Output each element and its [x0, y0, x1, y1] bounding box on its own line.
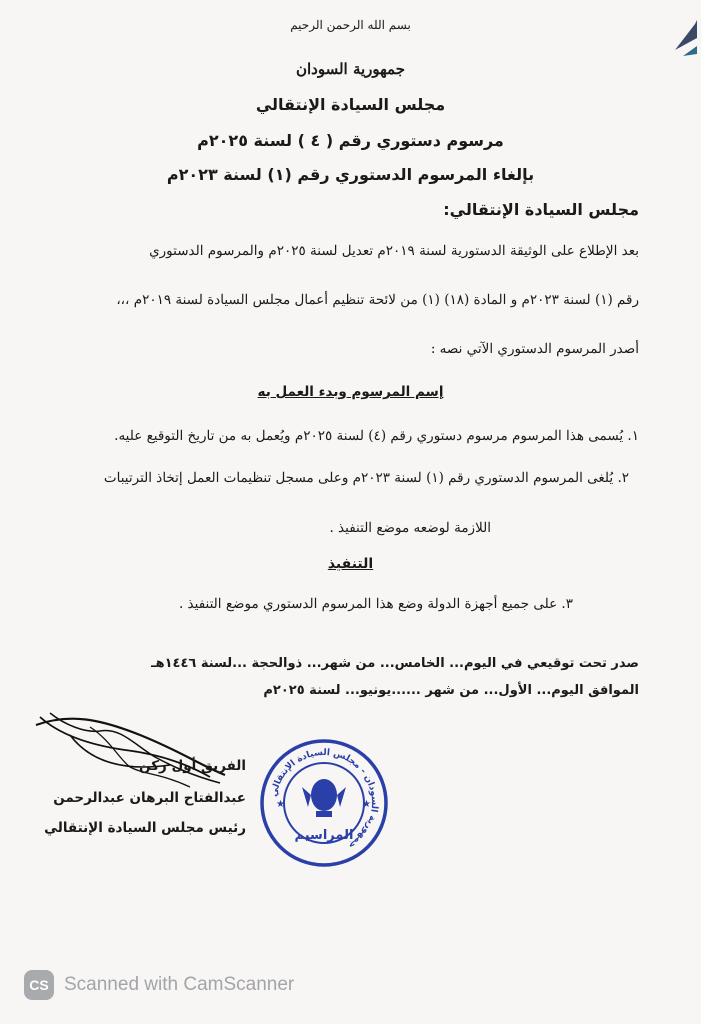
issue-date-gregorian: الموافق اليوم... الأول... من شهر ......يونيو... لسنة ٢٠٢٥م [263, 683, 639, 698]
article-2: ٢. يُلغى المرسوم الدستوري رقم (١) لسنة ٢٠٢٣م وعلى مسجل تنظيمات العمل إتخاذ الترتيبات [103, 470, 629, 486]
section-heading-execution: التنفيذ [327, 556, 374, 572]
article-1: ١. يُسمى هذا المرسوم مرسوم دستوري رقم (٤) لسنة ٢٠٢٥م ويُعمل به من تاريخ التوقيع عليه. [114, 428, 639, 444]
corner-fragment [667, 20, 697, 60]
article-3: ٣. على جميع أجهزة الدولة وضع هذا المرسوم الدستوري موضع التنفيذ . [178, 596, 573, 612]
basmala: بسم الله الرحمن الرحيم [290, 18, 411, 32]
handwritten-signature [30, 705, 230, 800]
seal-inner-text: المراسيم [294, 828, 354, 843]
preamble-line-3: أصدر المرسوم الدستوري الآتي نصه : [430, 341, 639, 357]
council-name: مجلس السيادة الإنتقالي [255, 95, 446, 114]
scanner-watermark-text: Scanned with CamScanner [64, 974, 295, 995]
signatory-name: عبدالفتاح البرهان عبدالرحمن [53, 790, 246, 806]
preamble-line-1: بعد الإطلاع على الوثيقة الدستورية لسنة ٢٠١٩م تعديل لسنة ٢٠٢٥م والمرسوم الدستوري [149, 243, 639, 259]
issuer-label: مجلس السيادة الإنتقالي: [443, 200, 639, 219]
country-name: جمهورية السودان [295, 60, 406, 78]
seal-outer-text: جمهورية السودان - مجلس السيادة الإنتقالي [269, 747, 380, 851]
svg-text:★: ★ [362, 799, 371, 810]
section-heading-name: إسم المرسوم وبدء العمل به [257, 384, 444, 400]
signatory-title: رئيس مجلس السيادة الإنتقالي [44, 820, 246, 836]
emblem-icon [302, 779, 346, 817]
decree-subject: بإلغاء المرسوم الدستوري رقم (١) لسنة ٢٠٢٣م [166, 165, 535, 184]
official-seal [258, 737, 390, 869]
issue-date-hijri: صدر تحت توقيعي في اليوم... الخامس... من شهر... ذوالحجة ...لسنة ١٤٤٦هـ [151, 656, 639, 671]
svg-text:★: ★ [276, 799, 285, 810]
camscanner-logo-icon: CS [24, 970, 54, 1000]
article-2-continuation: اللازمة لوضعه موضع التنفيذ . [329, 520, 491, 536]
preamble-line-2: رقم (١) لسنة ٢٠٢٣م و المادة (١٨) (١) من لائحة تنظيم أعمال مجلس السيادة لسنة ٢٠١٩م ،،، [116, 292, 639, 308]
scanner-watermark [24, 968, 294, 1002]
decree-title: مرسوم دستوري رقم ( ٤ ) لسنة ٢٠٢٥م [197, 131, 504, 150]
signatory-rank: الفريق أول ركن [139, 758, 246, 774]
